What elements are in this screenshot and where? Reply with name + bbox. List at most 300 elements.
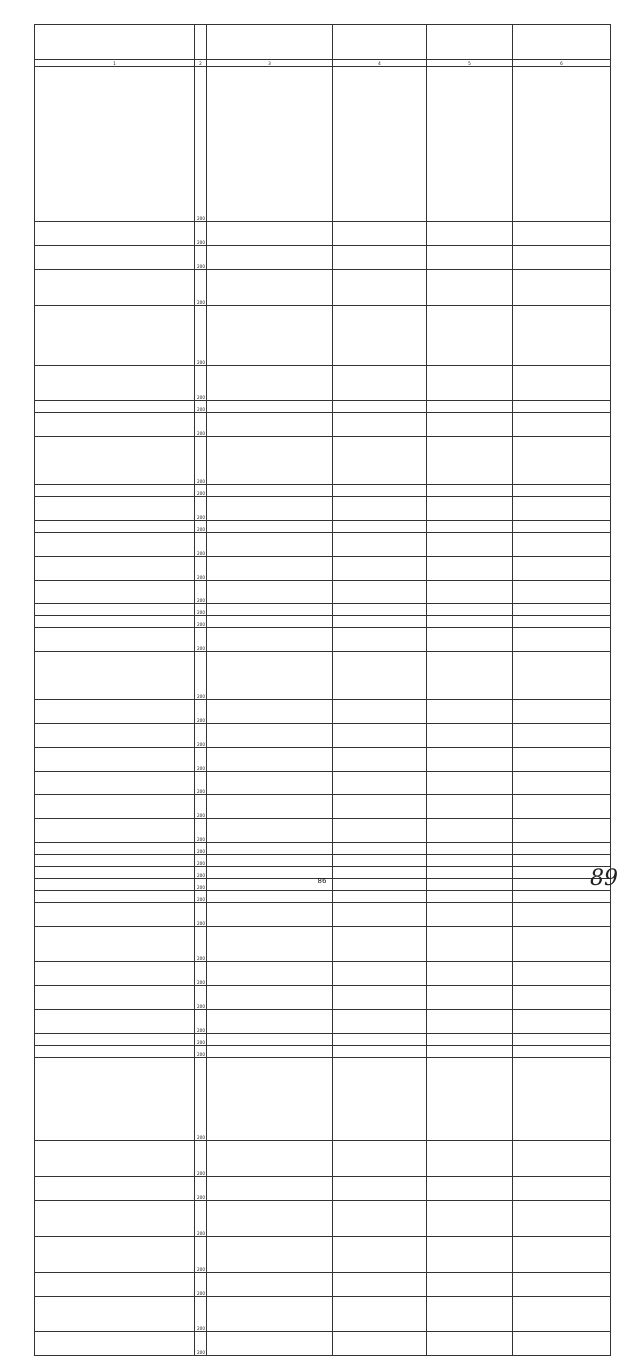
executed-amount (427, 699, 513, 723)
unexecuted-amount (513, 1201, 611, 1237)
column-number: 4 (333, 60, 427, 67)
line-code: 200 (195, 1332, 207, 1356)
unexecuted-amount (513, 401, 611, 413)
column-number: 1 (35, 60, 195, 67)
line-code: 200 (195, 222, 207, 246)
unexecuted-amount (513, 699, 611, 723)
table-row (35, 855, 611, 867)
approved-amount (333, 401, 427, 413)
classification-code (207, 1201, 333, 1237)
table-body (35, 60, 611, 1356)
executed-amount (427, 855, 513, 867)
unexecuted-amount (513, 413, 611, 437)
approved-amount (333, 866, 427, 878)
approved-amount (333, 67, 427, 222)
classification-code (207, 1177, 333, 1201)
approved-amount (333, 1057, 427, 1141)
indicator-name (35, 962, 195, 986)
indicator-name (35, 855, 195, 867)
executed-amount (427, 413, 513, 437)
table-row (35, 771, 611, 795)
approved-amount (333, 365, 427, 401)
executed-amount (427, 819, 513, 843)
classification-code (207, 1272, 333, 1296)
line-code: 200 (195, 532, 207, 556)
executed-amount (427, 926, 513, 962)
indicator-name (35, 843, 195, 855)
indicator-name (35, 902, 195, 926)
approved-amount (333, 723, 427, 747)
executed-amount (427, 902, 513, 926)
classification-code (207, 843, 333, 855)
classification-code (207, 1010, 333, 1034)
table-row (35, 902, 611, 926)
table-row (35, 1177, 611, 1201)
executed-amount (427, 723, 513, 747)
executed-amount (427, 652, 513, 700)
header-indicator-name (35, 25, 195, 60)
unexecuted-amount (513, 616, 611, 628)
approved-amount (333, 747, 427, 771)
line-code: 200 (195, 1236, 207, 1272)
approved-amount (333, 1236, 427, 1272)
indicator-name (35, 986, 195, 1010)
line-code: 200 (195, 723, 207, 747)
indicator-name (35, 1296, 195, 1332)
table-row (35, 962, 611, 986)
column-number: 2 (195, 60, 207, 67)
classification-code (207, 365, 333, 401)
table-row (35, 1296, 611, 1332)
approved-amount (333, 496, 427, 520)
indicator-name (35, 556, 195, 580)
table-row (35, 222, 611, 246)
classification-code (207, 902, 333, 926)
indicator-name (35, 878, 195, 890)
line-code: 200 (195, 604, 207, 616)
indicator-name (35, 1141, 195, 1177)
executed-amount (427, 1332, 513, 1356)
line-code: 200 (195, 962, 207, 986)
line-code: 200 (195, 413, 207, 437)
line-code: 200 (195, 580, 207, 604)
classification-code (207, 1045, 333, 1057)
executed-amount (427, 1141, 513, 1177)
table-row (35, 246, 611, 270)
unexecuted-amount (513, 1034, 611, 1046)
classification-code (207, 246, 333, 270)
line-code: 200 (195, 1141, 207, 1177)
unexecuted-amount (513, 890, 611, 902)
executed-amount (427, 747, 513, 771)
indicator-name (35, 652, 195, 700)
executed-amount (427, 1034, 513, 1046)
approved-amount (333, 485, 427, 497)
approved-amount (333, 616, 427, 628)
unexecuted-amount (513, 926, 611, 962)
line-code: 200 (195, 305, 207, 365)
executed-amount (427, 890, 513, 902)
line-code: 200 (195, 855, 207, 867)
indicator-name (35, 819, 195, 843)
approved-amount (333, 962, 427, 986)
table-row (35, 67, 611, 222)
indicator-name (35, 413, 195, 437)
approved-amount (333, 520, 427, 532)
indicator-name (35, 532, 195, 556)
classification-code (207, 1296, 333, 1332)
unexecuted-amount (513, 604, 611, 616)
classification-code (207, 520, 333, 532)
table-row (35, 926, 611, 962)
column-number: 5 (427, 60, 513, 67)
indicator-name (35, 246, 195, 270)
line-code: 200 (195, 401, 207, 413)
approved-amount (333, 843, 427, 855)
line-code: 200 (195, 1057, 207, 1141)
unexecuted-amount (513, 819, 611, 843)
approved-amount (333, 305, 427, 365)
line-code: 200 (195, 556, 207, 580)
approved-amount (333, 1296, 427, 1332)
approved-amount (333, 890, 427, 902)
executed-amount (427, 1236, 513, 1272)
unexecuted-amount (513, 67, 611, 222)
indicator-name (35, 1034, 195, 1046)
classification-code (207, 819, 333, 843)
executed-amount (427, 843, 513, 855)
table-row (35, 1332, 611, 1356)
table-row (35, 520, 611, 532)
unexecuted-amount (513, 270, 611, 306)
table-row (35, 496, 611, 520)
line-code: 200 (195, 890, 207, 902)
executed-amount (427, 270, 513, 306)
approved-amount (333, 926, 427, 962)
header-approved (333, 25, 427, 60)
classification-code (207, 747, 333, 771)
header-executed (427, 25, 513, 60)
line-code: 200 (195, 1010, 207, 1034)
unexecuted-amount (513, 305, 611, 365)
classification-code (207, 652, 333, 700)
indicator-name (35, 1010, 195, 1034)
line-code: 200 (195, 771, 207, 795)
column-number: 3 (207, 60, 333, 67)
line-code: 200 (195, 437, 207, 485)
classification-code (207, 496, 333, 520)
line-code: 200 (195, 628, 207, 652)
line-code: 200 (195, 819, 207, 843)
executed-amount (427, 305, 513, 365)
indicator-name (35, 866, 195, 878)
executed-amount (427, 246, 513, 270)
column-number-row (35, 60, 611, 67)
approved-amount (333, 878, 427, 890)
indicator-name (35, 616, 195, 628)
approved-amount (333, 1201, 427, 1237)
executed-amount (427, 866, 513, 878)
unexecuted-amount (513, 855, 611, 867)
table-row (35, 986, 611, 1010)
line-code: 200 (195, 747, 207, 771)
approved-amount (333, 819, 427, 843)
executed-amount (427, 520, 513, 532)
classification-code (207, 532, 333, 556)
executed-amount (427, 771, 513, 795)
unexecuted-amount (513, 1141, 611, 1177)
indicator-name (35, 1045, 195, 1057)
line-code: 200 (195, 986, 207, 1010)
unexecuted-amount (513, 1010, 611, 1034)
line-code: 200 (195, 1272, 207, 1296)
approved-amount (333, 556, 427, 580)
classification-code (207, 771, 333, 795)
unexecuted-amount (513, 652, 611, 700)
classification-code (207, 222, 333, 246)
unexecuted-amount (513, 556, 611, 580)
table-row (35, 305, 611, 365)
classification-code (207, 986, 333, 1010)
table-row (35, 1045, 611, 1057)
approved-amount (333, 1141, 427, 1177)
unexecuted-amount (513, 1272, 611, 1296)
approved-amount (333, 986, 427, 1010)
executed-amount (427, 485, 513, 497)
line-code: 200 (195, 878, 207, 890)
approved-amount (333, 795, 427, 819)
page-number: 86 (317, 877, 327, 885)
indicator-name (35, 1201, 195, 1237)
unexecuted-amount (513, 485, 611, 497)
indicator-name (35, 270, 195, 306)
classification-code (207, 962, 333, 986)
executed-amount (427, 401, 513, 413)
approved-amount (333, 1272, 427, 1296)
classification-code (207, 1332, 333, 1356)
classification-code (207, 437, 333, 485)
executed-amount (427, 1057, 513, 1141)
indicator-name (35, 580, 195, 604)
classification-code (207, 401, 333, 413)
line-code: 200 (195, 496, 207, 520)
line-code: 200 (195, 365, 207, 401)
unexecuted-amount (513, 747, 611, 771)
unexecuted-amount (513, 1057, 611, 1141)
table-row (35, 747, 611, 771)
header-unexecuted (513, 25, 611, 60)
line-code: 200 (195, 1296, 207, 1332)
table-row (35, 1010, 611, 1034)
classification-code (207, 305, 333, 365)
budget-table (34, 24, 611, 1356)
executed-amount (427, 532, 513, 556)
classification-code (207, 1141, 333, 1177)
executed-amount (427, 556, 513, 580)
table-row (35, 485, 611, 497)
column-number: 6 (513, 60, 611, 67)
table-row (35, 401, 611, 413)
unexecuted-amount (513, 1332, 611, 1356)
table-row (35, 532, 611, 556)
executed-amount (427, 1201, 513, 1237)
unexecuted-amount (513, 795, 611, 819)
executed-amount (427, 222, 513, 246)
unexecuted-amount (513, 771, 611, 795)
approved-amount (333, 270, 427, 306)
table-row (35, 628, 611, 652)
indicator-name (35, 771, 195, 795)
executed-amount (427, 1010, 513, 1034)
executed-amount (427, 986, 513, 1010)
approved-amount (333, 604, 427, 616)
table-row (35, 1034, 611, 1046)
table-row (35, 1272, 611, 1296)
executed-amount (427, 962, 513, 986)
approved-amount (333, 699, 427, 723)
indicator-name (35, 401, 195, 413)
table-row (35, 1201, 611, 1237)
indicator-name (35, 1057, 195, 1141)
line-code: 200 (195, 902, 207, 926)
approved-amount (333, 222, 427, 246)
classification-code (207, 580, 333, 604)
unexecuted-amount (513, 723, 611, 747)
table-row (35, 1141, 611, 1177)
unexecuted-amount (513, 1045, 611, 1057)
table-header (35, 25, 611, 60)
approved-amount (333, 1177, 427, 1201)
line-code: 200 (195, 67, 207, 222)
unexecuted-amount (513, 1296, 611, 1332)
classification-code (207, 616, 333, 628)
line-code: 200 (195, 1177, 207, 1201)
unexecuted-amount (513, 437, 611, 485)
indicator-name (35, 485, 195, 497)
indicator-name (35, 926, 195, 962)
indicator-name (35, 222, 195, 246)
line-code: 200 (195, 843, 207, 855)
approved-amount (333, 1332, 427, 1356)
table-row (35, 616, 611, 628)
classification-code (207, 699, 333, 723)
indicator-name (35, 1272, 195, 1296)
indicator-name (35, 496, 195, 520)
classification-code (207, 485, 333, 497)
table-row (35, 270, 611, 306)
classification-code (207, 270, 333, 306)
indicator-name (35, 67, 195, 222)
line-code: 200 (195, 246, 207, 270)
approved-amount (333, 437, 427, 485)
line-code: 200 (195, 1201, 207, 1237)
unexecuted-amount (513, 962, 611, 986)
indicator-name (35, 890, 195, 902)
approved-amount (333, 1010, 427, 1034)
executed-amount (427, 580, 513, 604)
classification-code (207, 926, 333, 962)
table-row (35, 1057, 611, 1141)
unexecuted-amount (513, 1236, 611, 1272)
table-row (35, 843, 611, 855)
unexecuted-amount (513, 902, 611, 926)
handwritten-page-number: 89 (590, 866, 618, 891)
table-row (35, 1236, 611, 1272)
indicator-name (35, 305, 195, 365)
classification-code (207, 556, 333, 580)
executed-amount (427, 604, 513, 616)
header-classification-code (207, 25, 333, 60)
table-row (35, 723, 611, 747)
table-row (35, 437, 611, 485)
unexecuted-amount (513, 628, 611, 652)
line-code: 200 (195, 485, 207, 497)
line-code: 200 (195, 616, 207, 628)
executed-amount (427, 1177, 513, 1201)
line-code: 200 (195, 795, 207, 819)
indicator-name (35, 1177, 195, 1201)
indicator-name (35, 1236, 195, 1272)
table-row (35, 556, 611, 580)
classification-code (207, 723, 333, 747)
indicator-name (35, 628, 195, 652)
indicator-name (35, 699, 195, 723)
executed-amount (427, 365, 513, 401)
table-row (35, 699, 611, 723)
header-line-code (195, 25, 207, 60)
unexecuted-amount (513, 1177, 611, 1201)
indicator-name (35, 1332, 195, 1356)
approved-amount (333, 628, 427, 652)
approved-amount (333, 902, 427, 926)
unexecuted-amount (513, 246, 611, 270)
classification-code (207, 413, 333, 437)
unexecuted-amount (513, 365, 611, 401)
classification-code (207, 890, 333, 902)
classification-code (207, 67, 333, 222)
approved-amount (333, 771, 427, 795)
line-code: 200 (195, 866, 207, 878)
unexecuted-amount (513, 986, 611, 1010)
table-row (35, 413, 611, 437)
table-row (35, 795, 611, 819)
approved-amount (333, 532, 427, 556)
line-code: 200 (195, 1034, 207, 1046)
indicator-name (35, 747, 195, 771)
executed-amount (427, 1296, 513, 1332)
approved-amount (333, 580, 427, 604)
classification-code (207, 1057, 333, 1141)
unexecuted-amount (513, 496, 611, 520)
executed-amount (427, 496, 513, 520)
executed-amount (427, 878, 513, 890)
unexecuted-amount (513, 520, 611, 532)
line-code: 200 (195, 520, 207, 532)
classification-code (207, 604, 333, 616)
unexecuted-amount (513, 843, 611, 855)
line-code: 200 (195, 652, 207, 700)
approved-amount (333, 1045, 427, 1057)
indicator-name (35, 437, 195, 485)
line-code: 200 (195, 926, 207, 962)
executed-amount (427, 616, 513, 628)
classification-code (207, 628, 333, 652)
line-code: 200 (195, 270, 207, 306)
executed-amount (427, 795, 513, 819)
executed-amount (427, 437, 513, 485)
executed-amount (427, 1045, 513, 1057)
table-row (35, 604, 611, 616)
